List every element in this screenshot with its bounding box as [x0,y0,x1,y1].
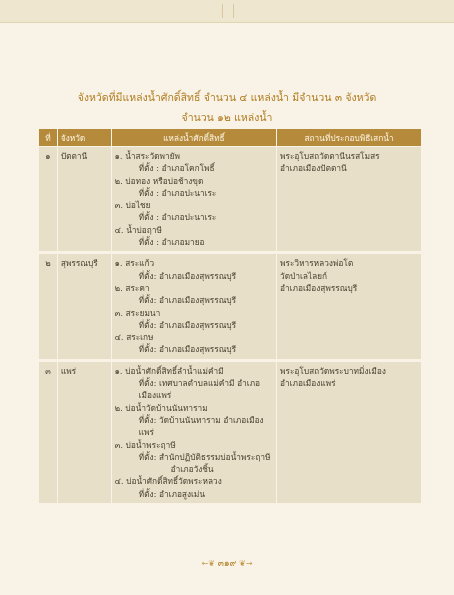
site-name: ๒. บ่อน้ำวัดบ้านนันทาราม [114,402,208,413]
top-band [0,0,454,23]
ceremony-line: อำเภอเมืองแพร่ [280,378,336,389]
table-header-row [39,129,422,147]
site-item [115,257,273,282]
row-number: ๑ [39,147,58,253]
row-sites [111,253,276,360]
page-title [30,88,424,128]
site-name: ๓. สระยมนา [114,307,161,318]
row-sites [111,147,276,253]
table-row [39,147,422,253]
site-name: ๒. บ่อทอง หรือบ่อช้างขุด [114,175,204,186]
site-item [115,150,273,175]
header-ceremony: สถานที่ประกอบพิธีเสกน้ำ [277,129,422,147]
site-name: ๓. บ่อน้ำพระฤาษี [114,439,176,450]
site-item [115,282,273,307]
row-province: สุพรรณบุรี [57,253,111,360]
site-location: ที่ตั้ง: สำนักปฏิบัติธรรมบ่อน้ำพระฤาษี [138,451,271,462]
title-line-2: จำนวน ๑๒ แหล่งน้ำ [181,112,273,124]
site-name: ๓. บ่อไชย [114,200,151,211]
row-number: ๓ [39,360,58,503]
row-sites [111,360,276,503]
row-province: แพร่ [57,360,111,503]
table-row [39,253,422,360]
header-province: จังหวัด [57,129,111,147]
site-location: ที่ตั้ง : อำเภอมายอ [138,237,205,248]
ceremony-line: พระวิหารหลวงพ่อโต [280,258,354,269]
site-name: ๑. บ่อน้ำศักดิ์สิทธิ์ลำน้ำแม่คำมี [114,365,224,376]
site-location: ที่ตั้ง: วัดบ้านนันทาราม อำเภอเมืองแพร่ [138,414,264,438]
site-location: ที่ตั้ง: อำเภอเมืองสุพรรณบุรี [138,270,237,281]
site-location: ที่ตั้ง: อำเภอเมืองสุพรรณบุรี [138,344,237,355]
site-item [115,365,273,402]
site-location: ที่ตั้ง : อำเภอปะนาเระ [138,212,217,223]
site-location: ที่ตั้ง : อำเภอโคกโพธิ์ [138,163,215,174]
row-ceremony-place [277,360,422,503]
site-item [115,439,273,476]
ceremony-line: อำเภอเมืองปัตตานี [280,163,347,174]
sacred-water-table [38,128,422,503]
header-no: ที่ [39,129,58,147]
site-location: ที่ตั้ง : อำเภอปะนาเระ [138,187,217,198]
row-number: ๒ [39,253,58,360]
row-province: ปัตตานี [57,147,111,253]
row-ceremony-place [277,147,422,253]
title-line-1: จังหวัดที่มีแหล่งน้ำศักดิ์สิทธิ์ จำนวน ๔ แหล่งน้ำ มีจำนวน ๓ จังหวัด [77,92,377,104]
site-item [115,402,273,439]
site-name: ๑. น้ำสระวัดพายัพ [114,151,181,161]
ceremony-line: อำเภอเมืองสุพรรณบุรี [280,282,358,293]
ceremony-line: วัดป่าเลไลยก์ [280,270,328,281]
site-location: ที่ตั้ง: อำเภอเมืองสุพรรณบุรี [138,295,237,306]
table-row [39,360,422,503]
site-item [115,175,273,200]
footer-ornament-left: ←❦ [201,559,215,568]
site-location-continued: อำเภอวังชิ้น [170,464,214,475]
site-item [115,307,273,332]
site-location: ที่ตั้ง: อำเภอเมืองสุพรรณบุรี [138,319,237,330]
site-location: ที่ตั้ง: อำเภอสูงเม่น [138,488,206,499]
site-name: ๔. สระเกษ [114,332,154,343]
site-location: ที่ตั้ง: เทศบาลตำบลแม่คำมี อำเภอเมืองแพร่ [138,378,261,401]
site-name: ๔. บ่อน้ำศักดิ์สิทธิ์วัดพระหลวง [114,476,222,487]
top-ornament [222,4,234,18]
page-footer [0,556,454,570]
site-name: ๒. สระคา [114,282,150,293]
site-item [115,475,273,500]
page-number: ๓๑๙ [217,559,237,569]
footer-ornament-right: ❦→ [239,559,253,568]
header-sites: แหล่งน้ำศักดิ์สิทธิ์ [111,129,276,147]
ceremony-line: พระอุโบสถวัดพระบาทมิ่งเมือง [280,365,386,376]
ceremony-line: พระอุโบสถวัดตานีนรสโมสร [280,151,380,161]
site-item [115,199,273,224]
row-ceremony-place [277,253,422,360]
site-item [115,331,273,356]
site-name: ๔. น้ำบ่อฤาษี [114,224,162,235]
site-name: ๑. สระแก้ว [114,258,155,269]
site-item [115,224,273,249]
